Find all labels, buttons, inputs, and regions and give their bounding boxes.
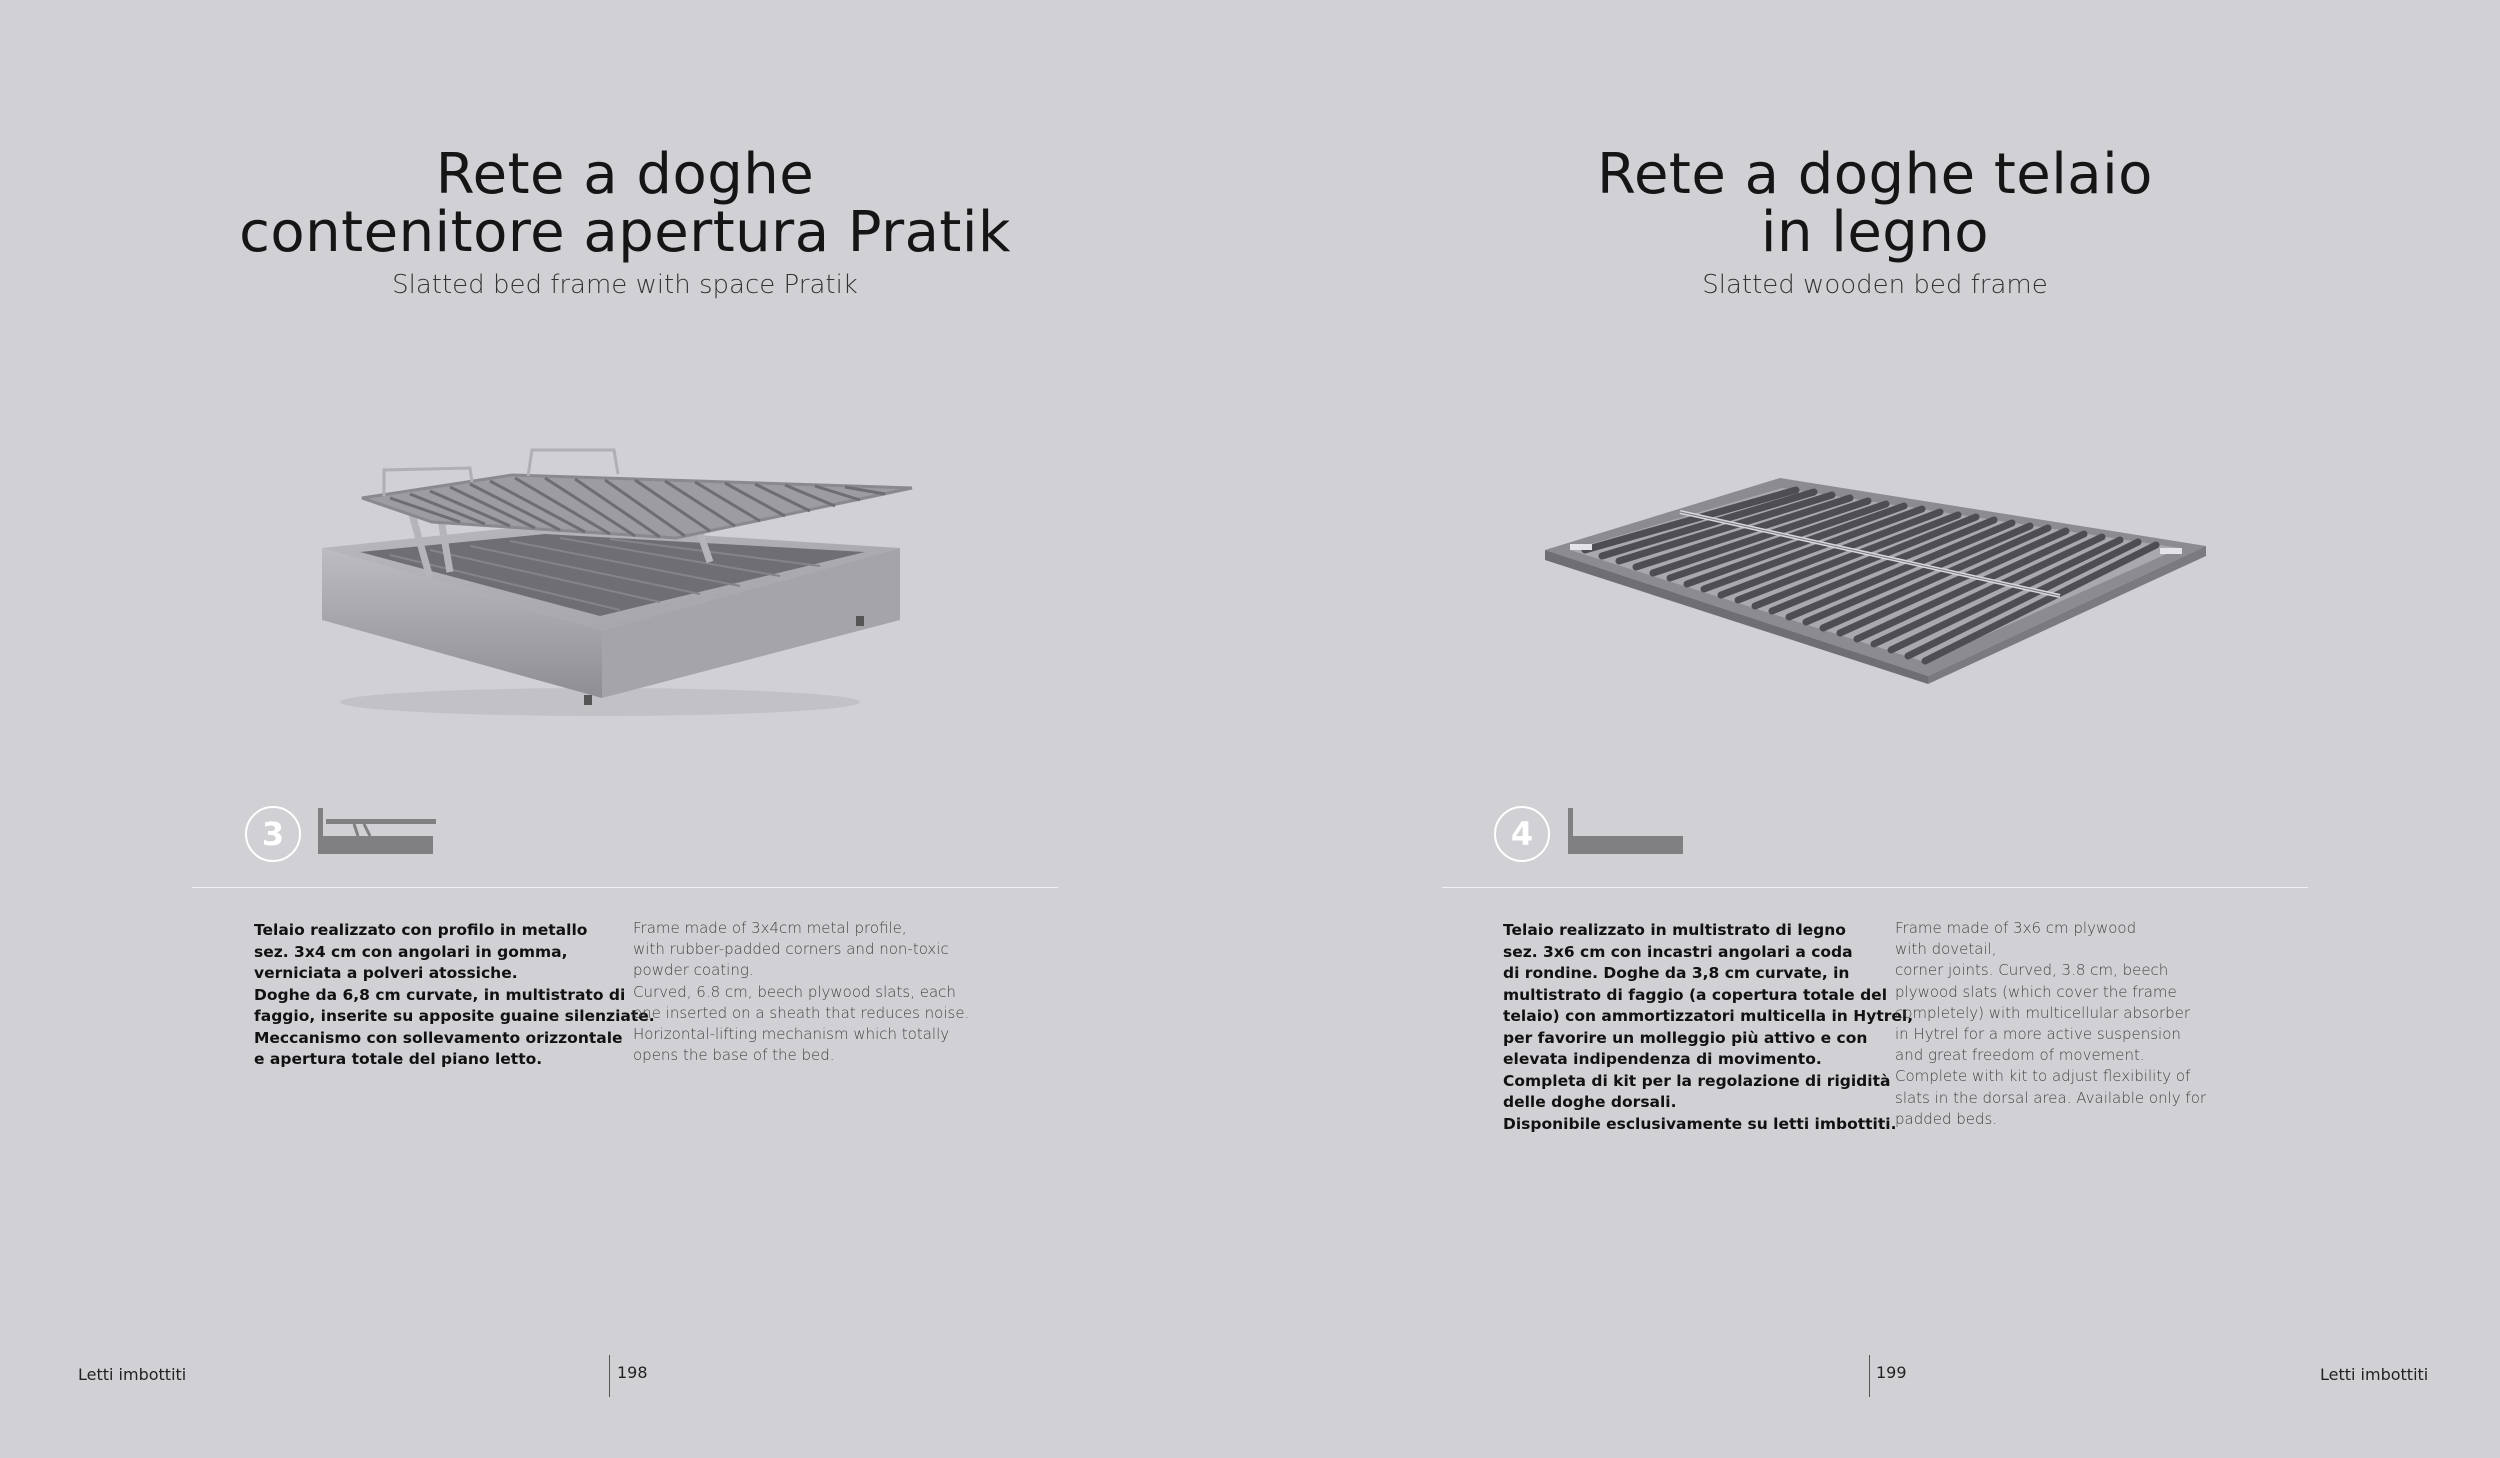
- left-title: [0, 142, 1250, 265]
- right-title-line-2: in legno: [1760, 200, 1990, 265]
- right-page: [1250, 0, 2500, 1458]
- right-description-italian: Telaio realizzato in multistrato di legno sez. 3x6 cm con incastri angolari a coda di rondine. Doghe da 3,8 cm curvate, in multistrato di faggio (a copertura totale del telaio) con ammortizzatori multicella in Hytrel, per favorire un molleggio più attivo e con elevata indipendenza di movimento. Completa di kit per la regolazione di rigidità delle doghe dorsali. Disponibile esclusivamente su letti imbottiti.: [1503, 921, 1914, 1133]
- left-footer-section: Letti imbottiti: [78, 1365, 187, 1384]
- right-title-line-1: Rete a doghe telaio: [1597, 142, 2153, 207]
- left-description-italian: Telaio realizzato con profilo in metallo sez. 3x4 cm con angolari in gomma, verniciata a polveri atossiche. Doghe da 6,8 cm curvate, in multistrato di faggio, inserite su apposite guaine silenziate. Meccanismo con sollevamento orizzontale e apertura totale del piano letto.: [254, 921, 655, 1068]
- left-title-line-2: contenitore apertura Pratik: [239, 200, 1011, 265]
- right-subtitle: Slatted wooden bed frame: [1702, 270, 2048, 300]
- left-title-line-1: Rete a doghe: [435, 142, 815, 207]
- right-divider: [1442, 887, 2308, 888]
- type-number-badge: 4: [1494, 806, 1550, 862]
- right-footer-section: Letti imbottiti: [2320, 1365, 2429, 1384]
- storage-bed-image: [300, 430, 940, 730]
- right-description-english: Frame made of 3x6 cm plywood with dovetail, corner joints. Curved, 3.8 cm, beech plywood slats (which cover the frame completely) with multicellular absorber in Hytrel for a more active suspension and great freedom of movement. Complete with kit to adjust flexibility of slats in the dorsal area. Available only for padded beds.: [1895, 919, 2207, 1128]
- left-subtitle: Slatted bed frame with space Pratik: [392, 270, 858, 300]
- lift-open-bed-icon: [318, 806, 438, 856]
- left-footer-rule: [609, 1355, 610, 1397]
- type-number-badge: 3: [245, 806, 301, 862]
- slatted-frame-image: [1540, 470, 2240, 690]
- right-footer-rule: [1869, 1355, 1870, 1397]
- left-divider: [192, 887, 1058, 888]
- left-page-number: 198: [617, 1363, 648, 1382]
- right-page-number: 199: [1876, 1363, 1907, 1382]
- flat-bed-icon: [1568, 806, 1688, 856]
- left-description-english: Frame made of 3x4cm metal profile, with rubber-padded corners and non-toxic powder coating. Curved, 6.8 cm, beech plywood slats, each one inserted on a sheath that reduces noise. Horizontal-lifting mechanism which totally opens the base of the bed.: [633, 919, 970, 1065]
- right-title: [1250, 142, 2500, 265]
